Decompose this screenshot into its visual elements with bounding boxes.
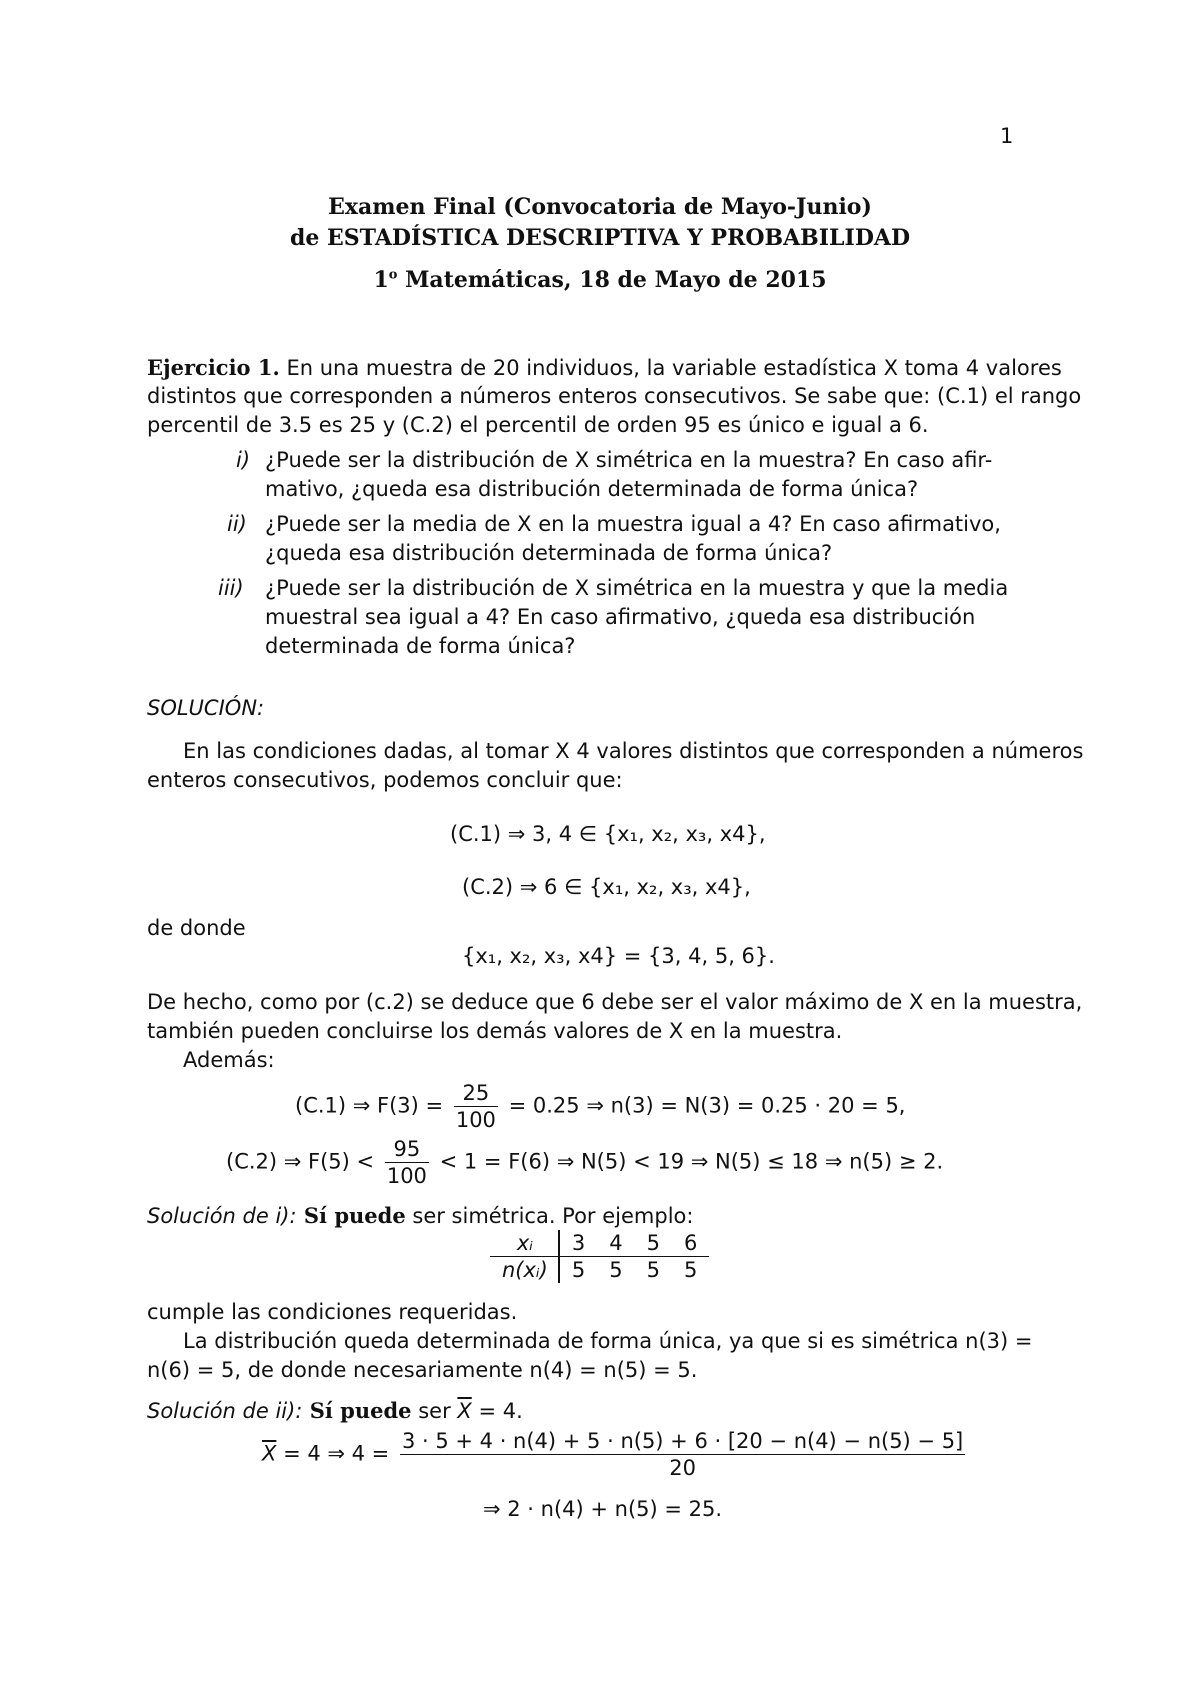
item-ii-line-2: ¿queda esa distribución determinada de forma única?: [265, 541, 833, 565]
solution-heading: SOLUCIÓN:: [147, 696, 265, 720]
item-iii-line-3: determinada de forma única?: [265, 634, 576, 658]
item-iii-line-2: muestral sea igual a 4? En caso afirmativo, ¿queda esa distribución: [265, 605, 976, 629]
item-iii-line-1: ¿Puede ser la distribución de X simétrica en la muestra y que la media: [265, 576, 1009, 600]
exercise-line-1: Ejercicio 1. En una muestra de 20 individuos, la variable estadística X toma 4 valores: [147, 355, 1062, 380]
solution-p1-line-1: En las condiciones dadas, al tomar X 4 valores distintos que corresponden a números: [183, 739, 1084, 763]
ademas: Además:: [183, 1048, 275, 1072]
solution-p2-line-2: también pueden concluirse los demás valores de X en la muestra.: [147, 1019, 843, 1043]
table-header-nxi: n(xᵢ): [490, 1257, 559, 1284]
cumple: cumple las condiciones requeridas.: [147, 1300, 518, 1324]
de-donde: de donde: [147, 916, 246, 940]
equation-c2-frequency: (C.2) ⇒ F(5) < $\frac{95}{100}$ < 1 = F(6) ⇒ N(5) < 19 ⇒ N(5) ≤ 18 ⇒ n(5) ≥ 2.: [226, 1137, 944, 1188]
exercise-line-2: distintos que corresponden a números enteros consecutivos. Se sabe que: (C.1) el rango: [147, 384, 1082, 408]
item-ii-marker: ii): [227, 512, 247, 536]
exam-date: 1$^o$ Matemáticas, 18 de Mayo de 2015: [373, 267, 827, 293]
solution-p3-line-2: n(6) = 5, de donde necesariamente n(4) = n(5) = 5.: [147, 1358, 698, 1382]
equation-c2-set: (C.2) ⇒ 6 ∈ {x₁, x₂, x₃, x4},: [462, 875, 751, 899]
item-i-line-2: mativo, ¿queda esa distribución determinada de forma única?: [265, 477, 919, 501]
exam-title: Examen Final (Convocatoria de Mayo-Junio): [328, 194, 872, 220]
exercise-line-3: percentil de 3.5 es 25 y (C.2) el percentil de orden 95 es único e igual a 6.: [147, 413, 929, 437]
equation-mean: $\overline{X} = 4$ ⇒ 4 = $\frac{3 \cdot 5 + 4 \cdot n(4) + 5 \cdot n(5) + 6 \cdot [20 - n(4) - n(5) - 5]}{20}$: [262, 1429, 964, 1480]
equation-result: ⇒ 2 · n(4) + n(5) = 25.: [483, 1497, 723, 1521]
solution-i-line: Solución de i): Sí puede ser simétrica. Por ejemplo:: [147, 1203, 694, 1228]
fraction-25-100: $\frac{25}{100}$: [455, 1081, 496, 1132]
item-i-marker: i): [236, 448, 251, 472]
distribution-table: xᵢ 3 4 5 6 n(xᵢ) 5 5 5 5: [490, 1230, 709, 1283]
solution-p1-line-2: enteros consecutivos, podemos concluir que:: [147, 768, 623, 792]
fraction-mean: $\frac{3 \cdot 5 + 4 \cdot n(4) + 5 \cdot n(5) + 6 \cdot [20 - n(4) - n(5) - 5]}{20}$: [401, 1429, 964, 1480]
item-ii-line-1: ¿Puede ser la media de X en la muestra igual a 4? En caso afirmativo,: [265, 512, 1001, 536]
solution-p3-line-1: La distribución queda determinada de forma única, ya que si es simétrica n(3) =: [183, 1329, 1033, 1353]
fraction-95-100: $\frac{95}{100}$: [386, 1137, 427, 1188]
page-number: 1: [1000, 124, 1014, 148]
course-title: de ESTADÍSTICA DESCRIPTIVA Y PROBABILIDAD: [289, 225, 911, 251]
solution-ii-line: Solución de ii): Sí puede ser $\overline{X} = 4$.: [147, 1398, 523, 1423]
table-header-xi: xᵢ: [490, 1230, 559, 1257]
equation-c1-frequency: (C.1) ⇒ F(3) = $\frac{25}{100}$ = 0.25 ⇒ n(3) = N(3) = 0.25 · 20 = 5,: [295, 1081, 906, 1132]
equation-value-set: {x₁, x₂, x₃, x4} = {3, 4, 5, 6}.: [462, 944, 775, 968]
solution-p2-line-1: De hecho, como por (c.2) se deduce que 6 debe ser el valor máximo de X en la muestra,: [147, 990, 1083, 1014]
exercise-label: Ejercicio 1.: [147, 355, 280, 380]
equation-c1-set: (C.1) ⇒ 3, 4 ∈ {x₁, x₂, x₃, x4},: [450, 822, 766, 846]
item-i-line-1: ¿Puede ser la distribución de X simétrica en la muestra? En caso afir-: [265, 448, 993, 472]
item-iii-marker: iii): [218, 576, 244, 600]
